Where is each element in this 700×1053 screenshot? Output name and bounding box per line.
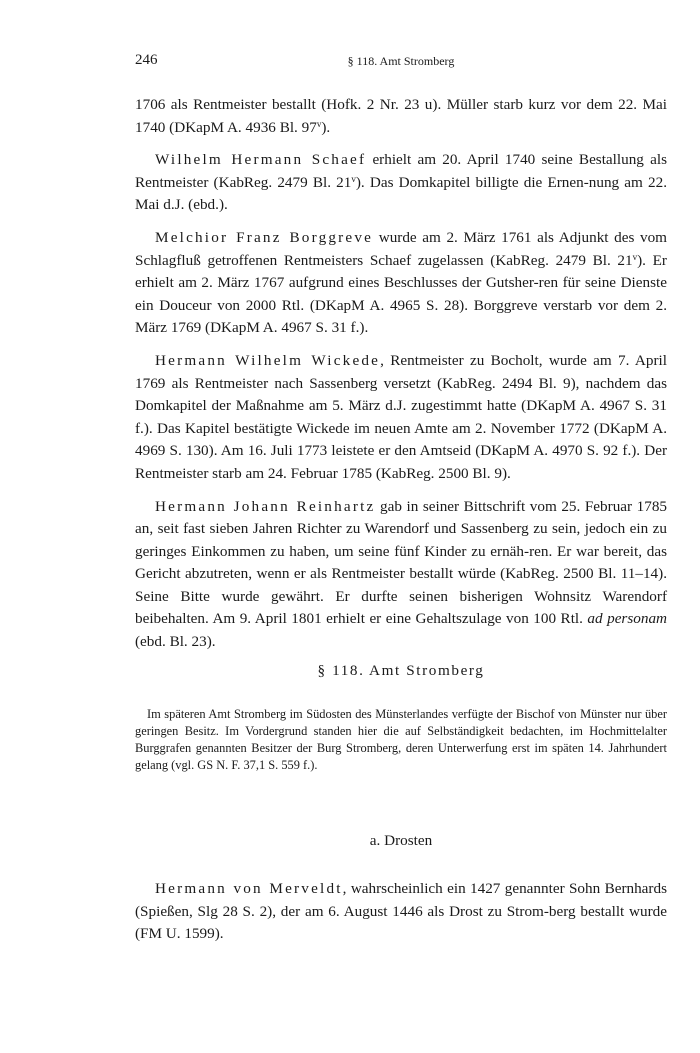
paragraph-schaef [135,149,667,217]
superscript: v [316,118,322,129]
person-name: Melchior Franz Borggreve [155,228,374,246]
page-number: 246 [135,52,158,68]
italic-phrase: ad personam [587,610,668,628]
section-intro [135,706,667,774]
paragraph-text: wurde am 2. März 1761 als Adjunkt des vom Schlagfluß getroffenen Rentmeisters Schaef zugelassen (KabReg. 2479 Bl. 21 [135,228,667,269]
paragraph-wickede [135,350,667,486]
running-head: § 118. Amt Stromberg [347,54,455,68]
paragraph-merveldt [135,878,667,946]
final-text [135,878,667,946]
paragraph-borggreve [135,227,667,340]
paragraph-text: gab in seiner Bittschrift vom 25. Februar 1785 an, seit fast sieben Jahren Richter zu Warendorf und Sassenberg zu sein, jedoch ein zu geringes Einkommen zu haben, um seine fünf Kinder zu ernäh-ren. Er war bereit, das Gericht abzutreten, wenn er als Rentmeister bestallt würde (KabReg. 2500 Bl. 11–14). Seine Bitte wurde gewährt. Er durfte seinen bisherigen Wohnsitz Warendorf beibehalten. Am 9. April 1801 erhielt er eine Gehaltszulage von 100 Rtl. [135,497,668,628]
person-name: Hermann von Merveldt [155,880,343,897]
page-header [135,52,667,72]
body-text [135,94,667,664]
superscript: v [351,173,356,184]
paragraph-1 [135,94,667,139]
paragraph-text: (ebd. Bl. 23). [135,633,216,651]
paragraph-text: erhielt am 20. April 1740 seine Bestallung als Rentmeister (KabReg. 2479 Bl. 21 [135,151,667,191]
paragraph-1-end: ). [321,118,331,136]
subsection-heading: a. Drosten [369,832,433,849]
section-intro-text: Im späteren Amt Stromberg im Südosten des Münsterlandes verfügte der Bischof von Münster nur über geringen Besitz. Im Vordergrund standen hier die auf Selbständigkeit bedachten, im Hochmittelalter Burggrafen genannten Besitzer der Burg Stromberg, deren Unterwerfung erst im späten 14. Jahrhundert gelang (vgl. GS N. F. 37,1 S. 559 f.). [135,707,667,772]
person-name: Hermann Wilhelm Wickede [155,351,381,369]
person-name: Wilhelm Hermann Schaef [155,151,367,169]
paragraph-text: ). Das Domkapitel billigte die Ernen-nung am 22. Mai d.J. (ebd.). [135,173,668,214]
paragraph-reinhartz [135,496,667,654]
section-heading: § 118. Amt Stromberg [317,662,485,679]
paragraph-text: ). Er erhielt am 2. März 1767 aufgrund eines Beschlusses der Gutsher-ren für seine Dienste ein Douceur von 2000 Rtl. (DKapM A. 4965 S. 28). Borggreve verstarb vor dem 2. März 1769 (DKapM A. 4967 S. 31 f.). [135,251,667,337]
paragraph-text: , wahrscheinlich ein 1427 genannter Sohn Bernhards (Spießen, Slg 28 S. 2), der am 6. August 1446 als Drost zu Strom-berg bestallt wurde (FM U. 1599). [135,880,667,943]
paragraph-1-text: 1706 als Rentmeister bestallt (Hofk. 2 Nr. 23 u). Müller starb kurz vor dem 22. Mai 1740 (DKapM A. 4936 Bl. 97 [135,96,667,136]
person-name: Hermann Johann Reinhartz [155,497,376,515]
paragraph-text: , Rentmeister zu Bocholt, wurde am 7. April 1769 als Rentmeister nach Sassenberg versetzt (KabReg. 2494 Bl. 9), nachdem das Domkapitel der Maßnahme am 5. März d.J. zugestimmt hatte (DKapM A. 4967 S. 31 f.). Das Kapitel bestätigte Wickede im neuen Amte am 2. November 1772 (DKapM A. 4969 S. 130). Am 16. Juli 1773 leistete er den Amtseid (DKapM A. 4970 S. 92 f.). Der Rentmeister starb am 24. Februar 1785 (KabReg. 2500 Bl. 9). [135,351,667,482]
superscript: v [632,251,638,262]
